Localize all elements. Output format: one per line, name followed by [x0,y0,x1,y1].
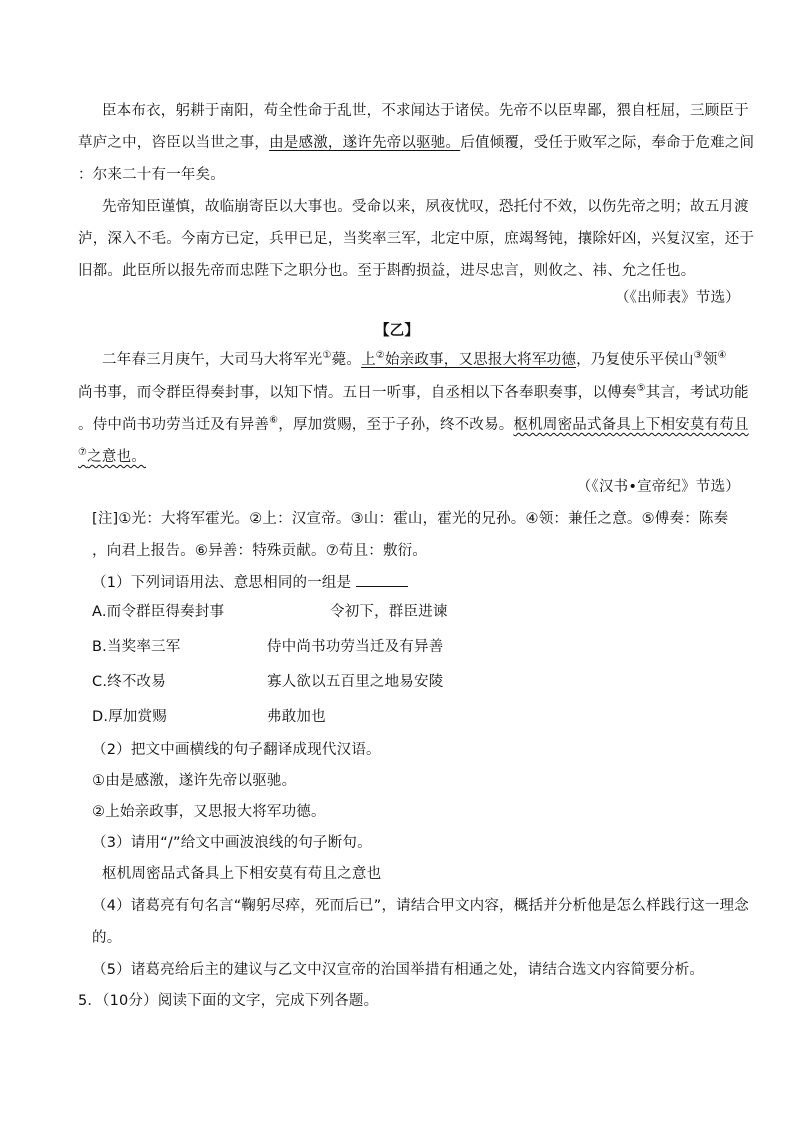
q4-line2: 的。 [92,930,122,946]
q1-option-d: D.厚加赏赐 [92,709,167,725]
jia-p2-line3: 旧都。此臣所以报先帝而忠陛下之职分也。至于斟酌损益，进尽忠言，则攸之、祎、允之任也。 [78,263,696,279]
q1-option-c-compare: 寡人欲以五百里之地易安陵 [267,674,444,690]
yi-line3: 。侍中尚书功劳当迁及有异善⑥，厚加赏赐，至于子孙，终不改易。枢机周密品式备具上下相安莫有苟且 [78,415,749,433]
q2-stem: （2）把文中画横线的句子翻译成现代汉语。 [92,742,381,758]
underlined-sentence-1: 由是感激，遂许先帝以驱驰。 [269,135,461,151]
jia-p2-line2: 泸，深入不毛。今南方已定，兵甲已足，当奖率三军，北定中原，庶竭驽钝，攘除奸凶，兴复汉室，还于 [78,231,755,247]
q1-option-b-compare: 侍中尚书功劳当迁及有异善 [267,639,444,655]
notes-line1: [注]①光：大将军霍光。②上：汉宣帝。③山：霍山，霍光的兄孙。④领：兼任之意。⑤傅奏：陈奏 [92,511,729,527]
yi-line1: 二年春三月庚午，大司马大将军光①薨。上②始亲政事，又思报大将军功德，乃复使乐平侯山③领④ [102,350,727,368]
q3-stem: （3）请用“/”给文中画波浪线的句子断句。 [92,835,372,851]
notes-line2: ，向君上报告。⑥异善：特殊贡献。⑦苟且：敷衍。 [92,543,428,559]
q1-option-a-compare: 令初下，群臣进谏 [330,604,448,620]
jia-p1-line2: 草庐之中，咨臣以当世之事，由是感激，遂许先帝以驱驰。后值倾覆，受任于败军之际，奉命于危难之间 [78,135,755,151]
yi-line2: 尚书事，而令群臣得奏封事，以知下情。五日一听事，自丞相以下各奉职奏事，以傅奏⑤其言，考试功能 [78,383,749,401]
q2-item-2: ②上始亲政事，又思报大将军功德。 [92,804,326,820]
jia-p2-line1: 先帝知臣谨慎，故临崩寄臣以大事也。受命以来，夙夜忧叹，恐托付不效，以伤先帝之明；故五月渡 [102,199,749,215]
jia-p1-line3: ：尔来二十有一年矣。 [78,167,225,183]
q1-option-d-compare: 弗敢加也 [267,709,326,725]
yi-title: 【乙】 [374,323,420,339]
q5: （5）诸葛亮给后主的建议与乙文中汉宣帝的治国举措有相通之处，请结合选文内容简要分析。 [92,962,705,978]
q1-option-b: B.当奖率三军 [92,639,181,655]
underlined-sentence-2: 上②始亲政事，又思报大将军功德 [361,350,577,368]
answer-blank[interactable] [356,572,408,587]
jia-source: （《出师表》节选） [614,290,740,306]
jia-p1-line1: 臣本布衣，躬耕于南阳，苟全性命于乱世，不求闻达于诸侯。先帝不以臣卑鄙，猥自枉屈，三顾臣于 [102,103,749,119]
next-section-heading: 5．（10分）阅读下面的文字，完成下列各题。 [78,993,379,1009]
yi-source: （《汉书•宣帝纪》节选） [576,479,740,495]
q1-stem: （1）下列词语用法、意思相同的一组是 [92,572,732,593]
yi-line4: ⑦之意也。 [78,447,146,465]
q1-option-a: A.而令群臣得奏封事 [92,604,225,620]
q2-item-1: ①由是感激，遂许先帝以驱驰。 [92,773,297,789]
wavy-sentence: 枢机周密品式备具上下相安莫有苟且 [513,417,749,433]
q4-line1: （4）诸葛亮有句名言“鞠躬尽瘁，死而后已”，请结合甲文内容，概括并分析他是怎么样践行这一理念 [92,898,749,914]
q1-option-c: C.终不改易 [92,674,166,690]
q3-text: 枢机周密品式备具上下相安莫有苟且之意也 [102,866,382,882]
